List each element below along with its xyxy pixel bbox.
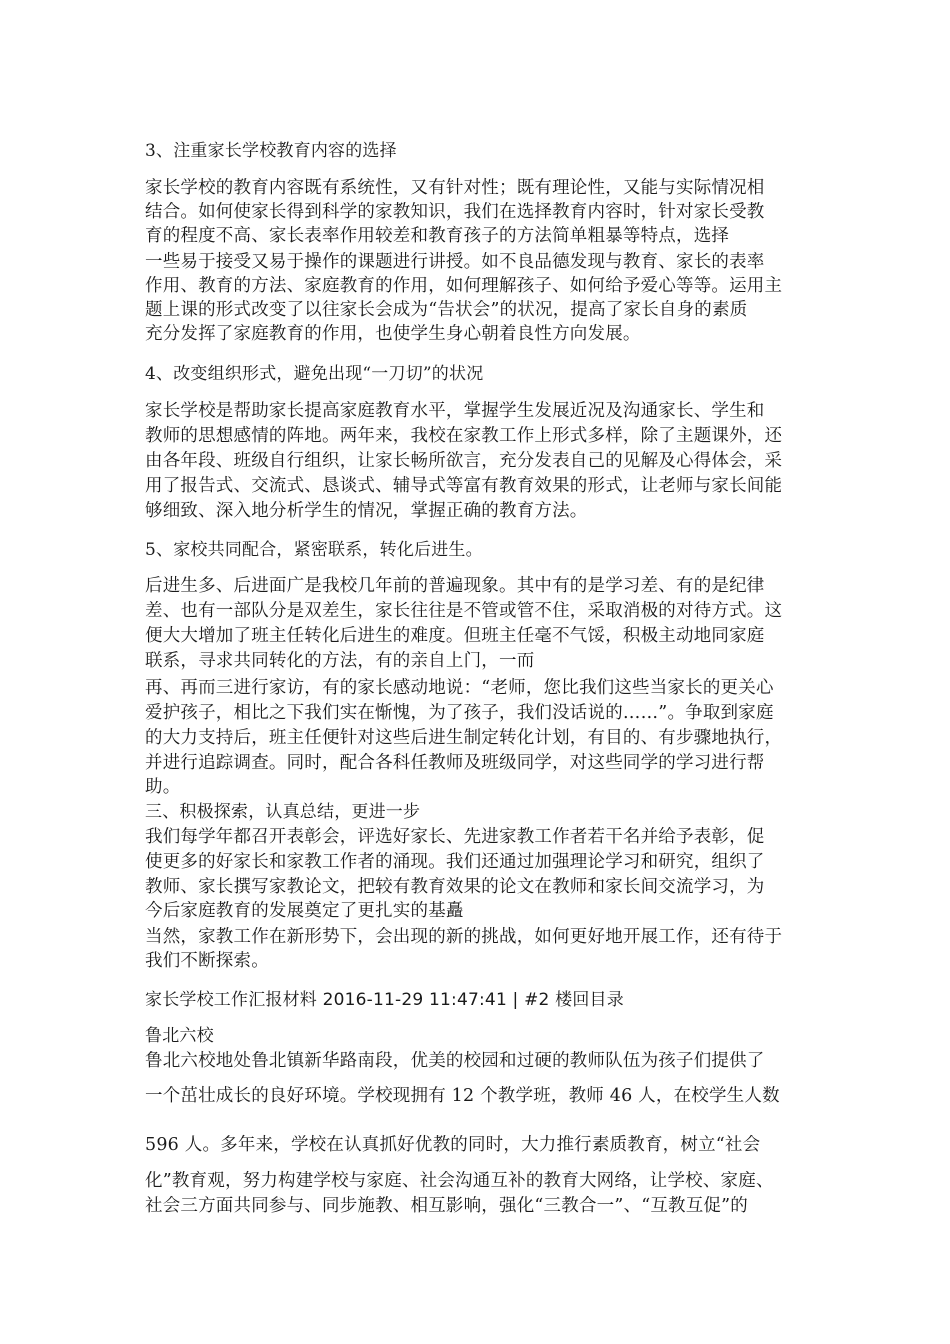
paragraph-line: 联系，寻求共同转化的方法，有的亲自上门，一而 <box>145 651 535 671</box>
section-heading-5: 5、家校共同配合，紧密联系，转化后进生。 <box>145 540 483 560</box>
paragraph-line: 便大大增加了班主任转化后进生的难度。但班主任毫不气馁，积极主动地同家庭 <box>145 626 765 646</box>
paragraph-line: 结合。如何使家长得到科学的家教知识，我们在选择教育内容时，针对家长受教 <box>145 202 765 222</box>
paragraph-line: 作用、教育的方法、家庭教育的作用，如何理解孩子、如何给予爱心等等。运用主 <box>145 276 783 296</box>
paragraph-line: 一个茁壮成长的良好环境。学校现拥有 12 个教学班，教师 46 人，在校学生人数 <box>145 1086 780 1106</box>
paragraph-line: 当然，家教工作在新形势下，会出现的新的挑战，如何更好地开展工作，还有待于 <box>145 927 783 947</box>
paragraph-line: 够细致、深入地分析学生的情况，掌握正确的教育方法。 <box>145 501 588 521</box>
post-caption: 家长学校工作汇报材料 2016-11-29 11:47:41 | #2 楼回目录 <box>145 990 624 1010</box>
paragraph-line: 爱护孩子，相比之下我们实在惭愧，为了孩子，我们没话说的……”。争取到家庭 <box>145 703 774 723</box>
paragraph-line: 家长学校的教育内容既有系统性，又有针对性；既有理论性，又能与实际情况相 <box>145 178 765 198</box>
paragraph-line: 我们不断探索。 <box>145 951 269 971</box>
paragraph-line: 后进生多、后进面广是我校几年前的普遍现象。其中有的是学习差、有的是纪律 <box>145 576 765 596</box>
paragraph-line: 教师的思想感情的阵地。两年来，我校在家教工作上形式多样，除了主题课外，还 <box>145 426 783 446</box>
paragraph-line: 题上课的形式改变了以往家长会成为“告状会”的状况，提高了家长自身的素质 <box>145 300 748 320</box>
paragraph-line: 差、也有一部队分是双差生，家长往往是不管或管不住，采取消极的对待方式。这 <box>145 601 783 621</box>
paragraph-line: 鲁北六校地处鲁北镇新华路南段，优美的校园和过硬的教师队伍为孩子们提供了 <box>145 1051 765 1071</box>
paragraph-line: 育的程度不高、家长表率作用较差和教育孩子的方法简单粗暴等特点，选择 <box>145 226 730 246</box>
paragraph-line: 使更多的好家长和家教工作者的涌现。我们还通过加强理论学习和研究，组织了 <box>145 852 765 872</box>
section-heading-4: 4、改变组织形式，避免出现“一刀切”的状况 <box>145 364 484 384</box>
paragraph-line: 社会三方面共同参与、同步施教、相互影响，强化“三教合一”、“互教互促”的 <box>145 1196 748 1216</box>
paragraph-line: 化”教育观，努力构建学校与家庭、社会沟通互补的教育大网络，让学校、家庭、 <box>145 1171 774 1191</box>
paragraph-line: 教师、家长撰写家教论文，把较有教育效果的论文在教师和家长间交流学习，为 <box>145 877 765 897</box>
paragraph-line: 今后家庭教育的发展奠定了更扎实的基矗 <box>145 901 464 921</box>
paragraph-line: 家长学校是帮助家长提高家庭教育水平，掌握学生发展近况及沟通家长、学生和 <box>145 401 765 421</box>
school-name: 鲁北六校 <box>145 1026 214 1046</box>
paragraph-line: 我们每学年都召开表彰会，评选好家长、先进家教工作者若干名并给予表彰，促 <box>145 827 765 847</box>
paragraph-line: 并进行追踪调查。同时，配合各科任教师及班级同学，对这些同学的学习进行帮 <box>145 753 765 773</box>
section-heading-3: 3、注重家长学校教育内容的选择 <box>145 141 397 161</box>
paragraph-line: 由各年段、班级自行组织，让家长畅所欲言，充分发表自己的见解及心得体会，采 <box>145 451 783 471</box>
paragraph-line: 的大力支持后，班主任便针对这些后进生制定转化计划，有目的、有步骤地执行， <box>145 728 783 748</box>
paragraph-line: 用了报告式、交流式、恳谈式、辅导式等富有教育效果的形式，让老师与家长间能 <box>145 476 783 496</box>
paragraph-line: 一些易于接受又易于操作的课题进行讲授。如不良品德发现与教育、家长的表率 <box>145 252 765 272</box>
section-heading-three: 三、积极探索，认真总结，更进一步 <box>145 802 421 822</box>
paragraph-line: 再、再而三进行家访，有的家长感动地说：“老师，您比我们这些当家长的更关心 <box>145 678 774 698</box>
paragraph-line: 充分发挥了家庭教育的作用，也使学生身心朝着良性方向发展。 <box>145 324 641 344</box>
paragraph-line: 助。 <box>145 777 181 797</box>
paragraph-line: 596 人。多年来，学校在认真抓好优教的同时，大力推行素质教育，树立“社会 <box>145 1135 761 1155</box>
